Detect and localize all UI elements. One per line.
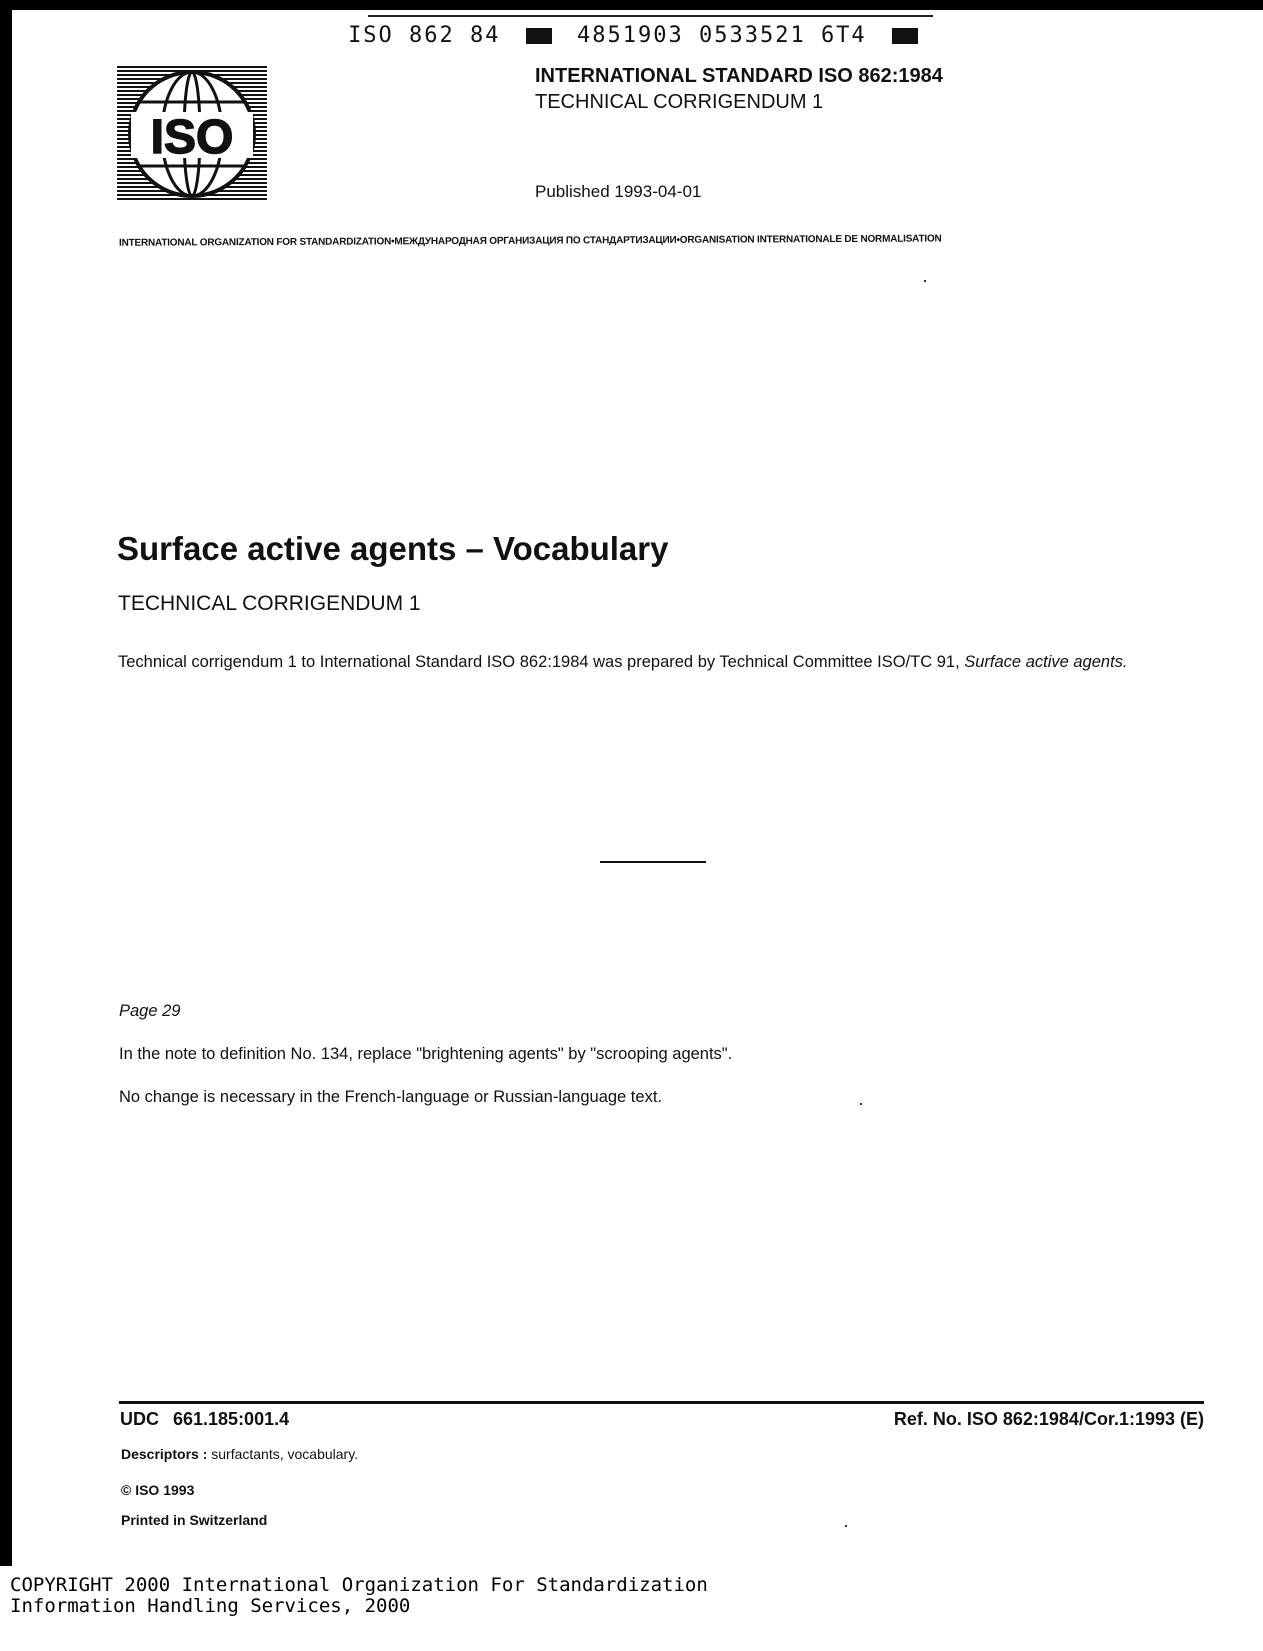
document-subtitle: TECHNICAL CORRIGENDUM 1 bbox=[118, 592, 421, 615]
no-change-note: No change is necessary in the French-language or Russian-language text. bbox=[119, 1088, 662, 1106]
source-notice bbox=[0, 1566, 1263, 1651]
document-page bbox=[12, 10, 1263, 1566]
scan-code-part-2: 4851903 0533521 6T4 bbox=[577, 23, 867, 48]
iso-logo-icon bbox=[117, 66, 267, 202]
footer-rule bbox=[119, 1401, 1204, 1404]
scan-block-mark bbox=[526, 28, 552, 44]
printed-location: Printed in Switzerland bbox=[121, 1512, 268, 1528]
correction-text: In the note to definition No. 134, replace "brightening agents" by "scrooping agents". bbox=[119, 1045, 733, 1063]
descriptors-value: surfactants, vocabulary. bbox=[207, 1446, 359, 1462]
page-reference: Page 29 bbox=[119, 1002, 181, 1020]
descriptors bbox=[121, 1446, 358, 1462]
standard-number: INTERNATIONAL STANDARD ISO 862:1984 bbox=[535, 65, 943, 87]
source-copyright-line: COPYRIGHT 2000 International Organization For Standardization bbox=[10, 1574, 708, 1596]
udc-code bbox=[120, 1409, 289, 1430]
organization-names: INTERNATIONAL ORGANIZATION FOR STANDARDIZATION•МЕЖДУНАРОДНАЯ ОРГАНИЗАЦИЯ ПО СТАНДАРТИЗАЦИИ•ORGANISATION INTERNATIONALE DE NORMALISATION bbox=[118, 233, 942, 249]
scan-speck bbox=[924, 280, 926, 282]
udc-value: 661.185:001.4 bbox=[173, 1409, 290, 1429]
intro-paragraph bbox=[118, 652, 1198, 673]
corrigendum-label: TECHNICAL CORRIGENDUM 1 bbox=[535, 91, 824, 113]
standard-header bbox=[535, 63, 943, 115]
udc-label: UDC bbox=[120, 1409, 159, 1429]
source-provider-line: Information Handling Services, 2000 bbox=[10, 1595, 411, 1617]
scan-block-mark-end bbox=[892, 28, 918, 44]
scan-barcode-header bbox=[12, 23, 1263, 48]
iso-logo-text: ISO bbox=[150, 111, 234, 164]
scan-top-rule bbox=[368, 15, 933, 17]
descriptors-label: Descriptors : bbox=[121, 1446, 208, 1462]
scan-code-part-1: ISO 862 84 bbox=[348, 23, 501, 48]
section-divider bbox=[600, 861, 706, 863]
copyright-notice: © ISO 1993 bbox=[121, 1482, 195, 1498]
reference-number: Ref. No. ISO 862:1984/Cor.1:1993 (E) bbox=[893, 1409, 1204, 1429]
scan-speck bbox=[845, 1525, 847, 1527]
scan-speck bbox=[860, 1103, 862, 1105]
committee-name: Surface active agents. bbox=[964, 653, 1128, 671]
intro-text: Technical corrigendum 1 to International Standard ISO 862:1984 was prepared by Technical Committee ISO/TC 91, bbox=[118, 653, 965, 671]
document-title: Surface active agents – Vocabulary bbox=[117, 530, 669, 567]
publication-date: Published 1993-04-01 bbox=[535, 182, 702, 201]
